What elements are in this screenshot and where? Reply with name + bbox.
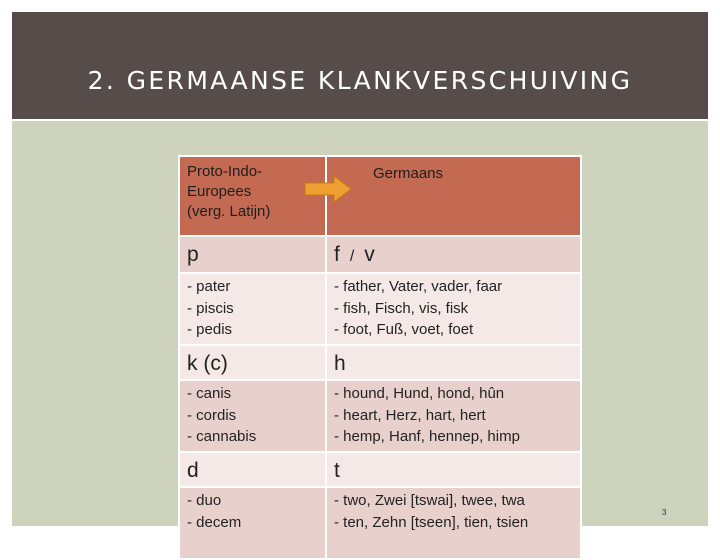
header-line: Proto-Indo- bbox=[187, 163, 263, 180]
sound-cell: p bbox=[179, 236, 326, 273]
sound-cell: k (c) bbox=[179, 345, 326, 380]
sound-cell bbox=[326, 236, 581, 273]
table-row bbox=[179, 380, 581, 452]
example-line: - piscis bbox=[187, 299, 234, 317]
example-line: - foot, Fuß, voet, foet bbox=[334, 321, 474, 338]
example-line: - ten, Zehn [tseen], tien, tsien bbox=[334, 513, 529, 531]
table-row bbox=[179, 452, 581, 487]
example-line: - cordis bbox=[187, 406, 237, 424]
sound-v: v bbox=[364, 243, 375, 266]
title-bar bbox=[12, 12, 708, 119]
sound-cell: d bbox=[179, 452, 326, 487]
example-cell bbox=[179, 487, 326, 559]
example-cell bbox=[179, 273, 326, 345]
example-line: - pedis bbox=[187, 321, 233, 338]
example-line: - duo bbox=[187, 492, 222, 509]
sound-cell: t bbox=[326, 452, 581, 487]
example-line: - hemp, Hanf, hennep, himp bbox=[334, 428, 520, 445]
right-arrow-icon bbox=[304, 175, 352, 203]
header-germanic: Germaans bbox=[326, 156, 581, 236]
table-row bbox=[179, 236, 581, 273]
example-line: - hound, Hund, hond, hûn bbox=[334, 385, 505, 402]
example-line: - pater bbox=[187, 278, 231, 295]
table-row bbox=[179, 273, 581, 345]
table-header-row bbox=[179, 156, 581, 236]
slide-title: 2. GERMAANSE KLANKVERSCHUIVING bbox=[87, 66, 633, 95]
example-line: - decem bbox=[187, 513, 242, 531]
example-cell bbox=[179, 380, 326, 452]
example-line: - heart, Herz, hart, hert bbox=[334, 406, 486, 424]
header-line: Europees bbox=[187, 183, 252, 200]
example-line: - two, Zwei [tswai], twee, twa bbox=[334, 492, 525, 509]
example-line: - canis bbox=[187, 385, 232, 402]
example-cell bbox=[326, 273, 581, 345]
example-line: - cannabis bbox=[187, 428, 257, 445]
example-line: - father, Vater, vader, faar bbox=[334, 278, 503, 295]
slash-separator: / bbox=[349, 248, 355, 265]
sound-cell: h bbox=[326, 345, 581, 380]
page-number: 3 bbox=[662, 508, 667, 517]
table-row bbox=[179, 345, 581, 380]
header-line: (verg. Latijn) bbox=[187, 203, 271, 220]
sound-shift-table bbox=[178, 155, 582, 560]
example-cell bbox=[326, 487, 581, 559]
sound-f: f bbox=[334, 243, 340, 266]
example-cell bbox=[326, 380, 581, 452]
table-row bbox=[179, 487, 581, 559]
example-line: - fish, Fisch, vis, fisk bbox=[334, 299, 469, 317]
